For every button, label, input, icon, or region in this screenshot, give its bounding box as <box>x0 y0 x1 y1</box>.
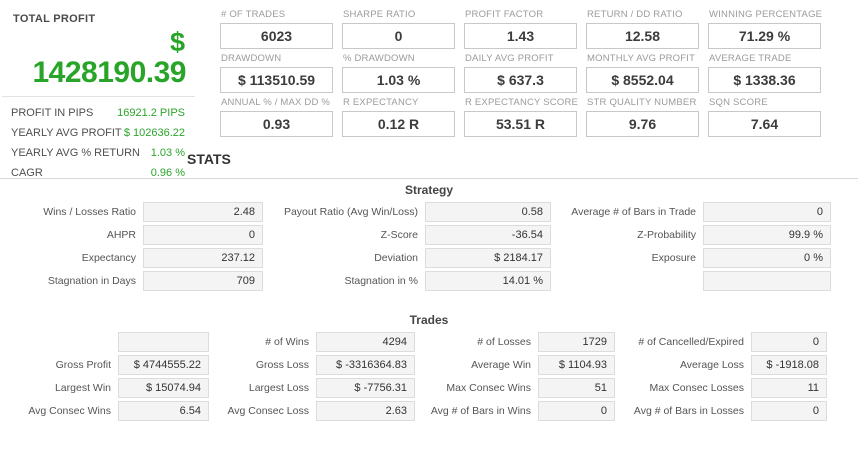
metric-label: # OF TRADES <box>221 9 286 20</box>
metric-cell <box>464 9 577 49</box>
metric-label: PROFIT FACTOR <box>465 9 544 20</box>
metric-cell <box>586 9 699 49</box>
metrics-grid <box>220 9 821 137</box>
stat-value-box: 0 <box>538 401 615 421</box>
metric-cell <box>342 97 455 137</box>
metric-label: DAILY AVG PROFIT <box>465 53 554 64</box>
metric-value-box: 9.76 <box>586 111 699 137</box>
metric-cell <box>708 9 821 49</box>
metric-cell <box>586 97 699 137</box>
stat-label: Largest Win <box>54 382 111 394</box>
stat-value-box: 0 % <box>703 248 831 268</box>
stat-value-box: 2.48 <box>143 202 263 222</box>
stat-label: Payout Ratio (Avg Win/Loss) <box>283 206 418 218</box>
stat-value-box-empty <box>118 332 209 352</box>
profit-summary-row <box>11 123 185 143</box>
stat-label: Avg # of Bars in Wins <box>430 405 531 417</box>
yearly-avg-profit-label: YEARLY AVG PROFIT <box>11 127 122 139</box>
stat-label: Avg Consec Loss <box>227 405 309 417</box>
stat-value-box: $ 4744555.22 <box>118 355 209 375</box>
strategy-section-title: Strategy <box>404 183 454 197</box>
trades-section-title: Trades <box>409 313 449 327</box>
stat-label-empty <box>551 271 703 291</box>
metric-label: AVERAGE TRADE <box>709 53 792 64</box>
stat-label: Average Win <box>471 359 531 371</box>
metric-value-box: 1.03 % <box>342 67 455 93</box>
section-divider <box>0 178 858 179</box>
stat-value-box: 2.63 <box>316 401 415 421</box>
metric-cell <box>220 97 333 137</box>
metric-value-box: 0 <box>342 23 455 49</box>
stat-label: Z-Score <box>380 229 418 241</box>
stat-value-box: 1729 <box>538 332 615 352</box>
metric-cell <box>220 53 333 93</box>
profit-summary-row <box>11 163 185 183</box>
stat-label: Stagnation in Days <box>47 275 136 287</box>
metric-label: STR QUALITY NUMBER <box>587 97 697 108</box>
metric-cell <box>708 53 821 93</box>
stats-section-title: STATS <box>187 151 231 167</box>
profit-summary-row <box>11 143 185 163</box>
metric-label: RETURN / DD RATIO <box>587 9 683 20</box>
trades-stats-grid <box>0 332 827 421</box>
stat-value-box: 0 <box>143 225 263 245</box>
metric-label: MONTHLY AVG PROFIT <box>587 53 696 64</box>
stat-label: Gross Profit <box>55 359 111 371</box>
metric-value-box: 0.93 <box>220 111 333 137</box>
strategy-stats-grid <box>0 202 831 291</box>
total-profit-value: 1428190.39 <box>32 56 186 89</box>
yearly-avg-return-value: 1.03 % <box>150 147 185 159</box>
stat-value-box: 0.58 <box>425 202 551 222</box>
stat-label: # of Wins <box>265 336 309 348</box>
stat-label: Avg # of Bars in Losses <box>633 405 744 417</box>
stat-label: AHPR <box>106 229 136 241</box>
metric-cell <box>342 9 455 49</box>
cagr-value: 0.96 % <box>150 167 185 179</box>
stat-value-box: 14.01 % <box>425 271 551 291</box>
stat-label: Gross Loss <box>255 359 309 371</box>
stat-value-box: 4294 <box>316 332 415 352</box>
stat-value-box: 6.54 <box>118 401 209 421</box>
metric-value-box: 71.29 % <box>708 23 821 49</box>
metric-value-box: 6023 <box>220 23 333 49</box>
metric-value-box: $ 113510.59 <box>220 67 333 93</box>
metric-cell <box>220 9 333 49</box>
profit-in-pips-label: PROFIT IN PIPS <box>11 107 94 119</box>
metric-label: ANNUAL % / MAX DD % <box>221 97 331 108</box>
metric-value-box: $ 637.3 <box>464 67 577 93</box>
metric-label: R EXPECTANCY <box>343 97 419 108</box>
stat-label: Avg Consec Wins <box>28 405 111 417</box>
metric-value-box: $ 1338.36 <box>708 67 821 93</box>
metric-label: % DRAWDOWN <box>343 53 415 64</box>
stat-label: Stagnation in % <box>344 275 418 287</box>
stat-label: Average # of Bars in Trade <box>571 206 696 218</box>
metric-value-box: 0.12 R <box>342 111 455 137</box>
metric-value-box: 12.58 <box>586 23 699 49</box>
stat-value-box: $ -3316364.83 <box>316 355 415 375</box>
stat-value-box: $ 15074.94 <box>118 378 209 398</box>
yearly-avg-return-label: YEARLY AVG % RETURN <box>11 147 140 159</box>
stat-value-box: $ 2184.17 <box>425 248 551 268</box>
metric-label: DRAWDOWN <box>221 53 282 64</box>
stat-value-box: 0 <box>751 401 827 421</box>
stat-value-box: 0 <box>751 332 827 352</box>
stat-label: Exposure <box>651 252 696 264</box>
stat-label: Largest Loss <box>248 382 309 394</box>
metric-label: SQN SCORE <box>709 97 768 108</box>
stat-value-box: 11 <box>751 378 827 398</box>
total-profit-title: TOTAL PROFIT <box>13 13 96 25</box>
metric-value-box: $ 8552.04 <box>586 67 699 93</box>
stat-label: Wins / Losses Ratio <box>43 206 136 218</box>
stat-label: # of Cancelled/Expired <box>638 336 744 348</box>
stat-value-box: 99.9 % <box>703 225 831 245</box>
metric-label: R EXPECTANCY SCORE <box>465 97 579 108</box>
stat-label: Average Loss <box>679 359 744 371</box>
stat-value-box: $ 1104.93 <box>538 355 615 375</box>
stat-value-box: $ -1918.08 <box>751 355 827 375</box>
profit-in-pips-value: 16921.2 PIPS <box>117 107 185 119</box>
stat-label: # of Losses <box>477 336 531 348</box>
profit-summary-list <box>11 103 185 183</box>
stat-label: Deviation <box>374 252 418 264</box>
stat-value-box: 0 <box>703 202 831 222</box>
metric-label: WINNING PERCENTAGE <box>709 9 823 20</box>
stat-label: Max Consec Losses <box>649 382 744 394</box>
metric-cell <box>464 53 577 93</box>
metric-cell <box>464 97 577 137</box>
metric-label: SHARPE RATIO <box>343 9 416 20</box>
yearly-avg-profit-value: $ 102636.22 <box>123 127 185 139</box>
stat-value-box: 51 <box>538 378 615 398</box>
stat-value-box: 237.12 <box>143 248 263 268</box>
total-profit-currency-symbol: $ <box>169 27 185 57</box>
metric-cell <box>708 97 821 137</box>
stat-label: Max Consec Wins <box>446 382 531 394</box>
stat-value-box: $ -7756.31 <box>316 378 415 398</box>
metric-cell <box>342 53 455 93</box>
stat-label: Expectancy <box>81 252 136 264</box>
stat-value-box: -36.54 <box>425 225 551 245</box>
stat-value-box: 709 <box>143 271 263 291</box>
metric-value-box: 1.43 <box>464 23 577 49</box>
stat-value-box-empty <box>703 271 831 291</box>
metric-cell <box>586 53 699 93</box>
cagr-label: CAGR <box>11 167 43 179</box>
total-profit-divider <box>2 96 195 97</box>
stat-label-empty <box>0 332 118 352</box>
profit-summary-row <box>11 103 185 123</box>
metric-value-box: 7.64 <box>708 111 821 137</box>
metric-value-box: 53.51 R <box>464 111 577 137</box>
stat-label: Z-Probability <box>637 229 696 241</box>
